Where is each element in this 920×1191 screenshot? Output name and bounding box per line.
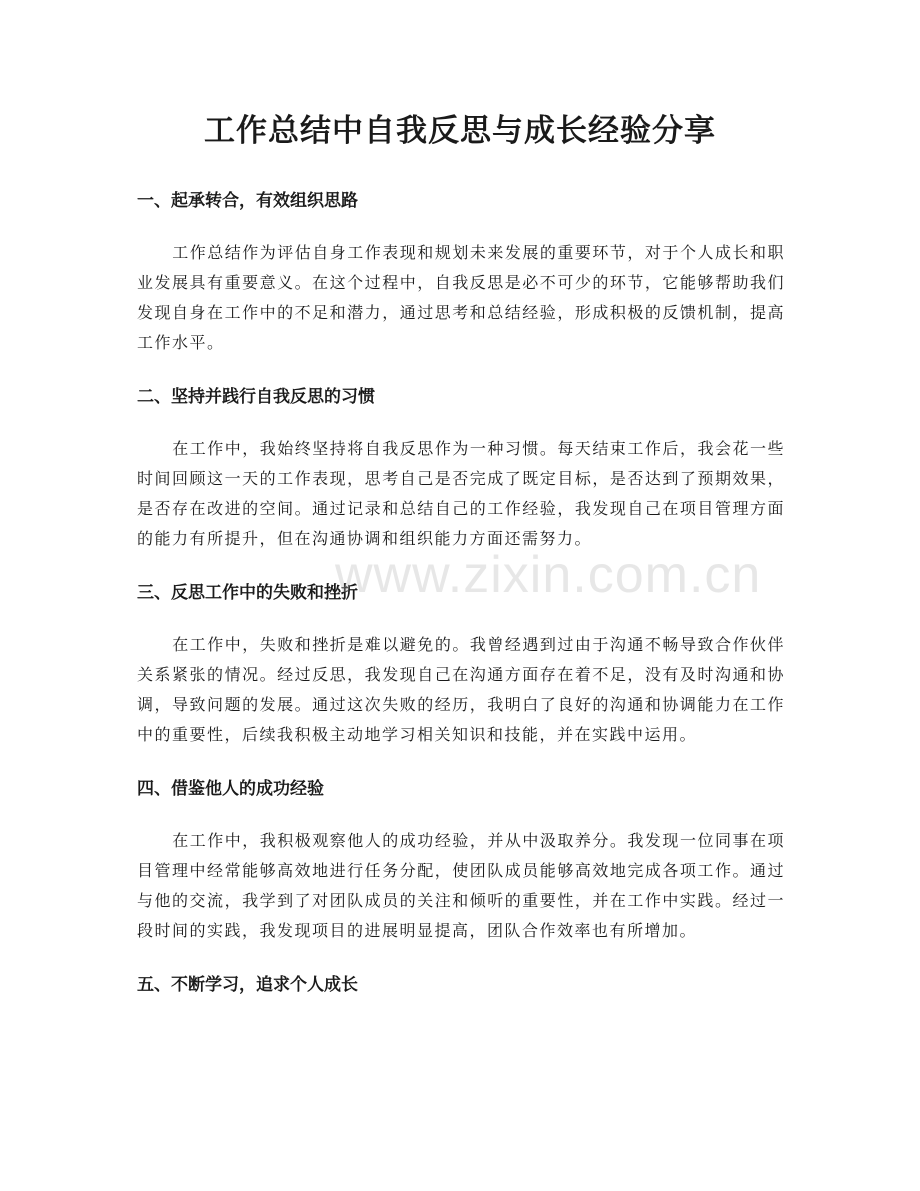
section-paragraph-4: 在工作中，我积极观察他人的成功经验，并从中汲取养分。我发现一位同事在项目管理中经常能够高效地进行任务分配，使团队成员能够高效地完成各项工作。通过与他的交流，我学到了对团队成员的关注和倾听的重要性，并在工作中实践。经过一段时间的实践，我发现项目的进展明显提高，团队合作效率也有所增加。: [137, 831, 785, 940]
document-body: [137, 184, 785, 1002]
section-heading-5: 五、不断学习，追求个人成长: [137, 975, 358, 995]
section-paragraph-1: 工作总结作为评估自身工作表现和规划未来发展的重要环节，对于个人成长和职业发展具有重要意义。在这个过程中，自我反思是必不可少的环节，它能够帮助我们发现自身在工作中的不足和潜力，通过思考和总结经验，形成积极的反馈机制，提高工作水平。: [137, 243, 785, 352]
section-heading-4: 四、借鉴他人的成功经验: [137, 779, 324, 799]
section-heading-3: 三、反思工作中的失败和挫折: [137, 583, 358, 603]
document-title: 工作总结中自我反思与成长经验分享: [204, 113, 716, 149]
section-paragraph-2: 在工作中，我始终坚持将自我反思作为一种习惯。每天结束工作后，我会花一些时间回顾这一天的工作表现，思考自己是否完成了既定目标，是否达到了预期效果，是否存在改进的空间。通过记录和总结自己的工作经验，我发现自己在项目管理方面的能力有所提升，但在沟通协调和组织能力方面还需努力。: [137, 439, 785, 548]
section-paragraph-3: 在工作中，失败和挫折是难以避免的。我曾经遇到过由于沟通不畅导致合作伙伴关系紧张的情况。经过反思，我发现自己在沟通方面存在着不足，没有及时沟通和协调，导致问题的发展。通过这次失败的经历，我明白了良好的沟通和协调能力在工作中的重要性，后续我积极主动地学习相关知识和技能，并在实践中运用。: [137, 635, 785, 744]
watermark-text: www.zixin.com.cn: [335, 546, 762, 604]
section-heading-2: 二、坚持并践行自我反思的习惯: [137, 387, 375, 407]
section-heading-1: 一、起承转合，有效组织思路: [137, 191, 358, 211]
